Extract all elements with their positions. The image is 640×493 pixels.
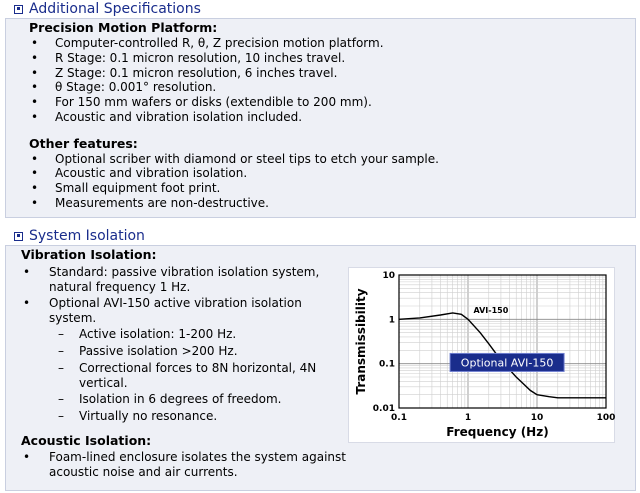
annotation-text: Optional AVI-150: [460, 356, 554, 370]
y-tick-label: 0.1: [379, 359, 395, 370]
section-title: System Isolation: [29, 228, 145, 244]
y-tick-label: 10: [382, 271, 395, 281]
group-heading-vibration: Vibration Isolation:: [21, 247, 157, 262]
section-header-system-isolation: [0, 227, 640, 245]
chart-svg: [349, 268, 616, 444]
group-heading-acoustic: Acoustic Isolation:: [21, 433, 152, 448]
series-label: AVI-150: [473, 306, 509, 316]
x-tick-label: 0.1: [391, 413, 407, 423]
y-tick-label: 1: [388, 315, 395, 326]
section-square-icon: [14, 5, 23, 14]
x-axis-label: Frequency (Hz): [446, 425, 549, 439]
section-header-additional-specifications: [0, 0, 640, 18]
y-axis-label: Transmissibility: [354, 288, 368, 395]
x-tick-label: 1: [464, 413, 472, 423]
transmissibility-chart: [348, 267, 615, 443]
group-heading-other: Other features:: [29, 136, 138, 151]
plot-frame: [399, 275, 606, 408]
group-heading-precision: Precision Motion Platform:: [29, 20, 218, 35]
section-title: Additional Specifications: [29, 1, 201, 17]
section-square-icon: [14, 232, 23, 241]
y-tick-label: 0.01: [372, 404, 395, 414]
x-tick-label: 10: [530, 413, 544, 423]
x-tick-label: 100: [596, 413, 616, 423]
